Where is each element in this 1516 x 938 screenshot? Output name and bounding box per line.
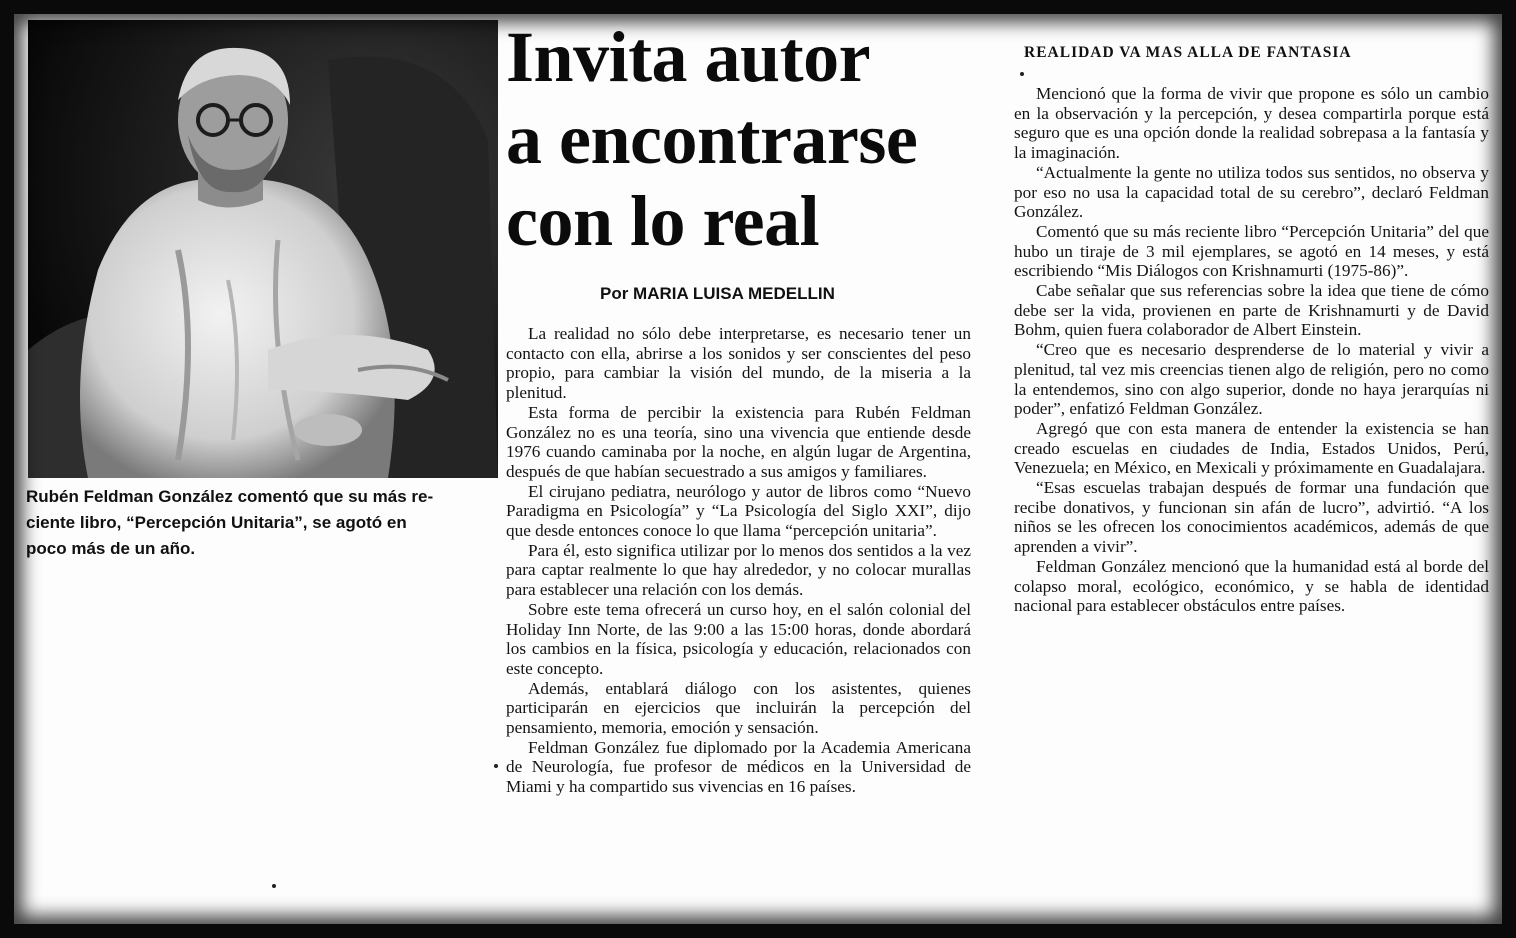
article-paragraph: Comentó que su más reciente libro “Percepción Unitaria” del que hubo un tiraje de 3 mil ejemplares, se agotó en 14 meses, y está escribiendo “Mis Diálogos con Krishnamurti (1975-86)”. xyxy=(1014,221,1489,281)
article-paragraph: Sobre este tema ofrecerá un curso hoy, en el salón colonial del Holiday Inn Norte, de las 9:00 a las 15:00 horas, donde abordará los cambios en la física, psicología y educación, relacionados con este concepto. xyxy=(506,599,971,678)
section-heading: REALIDAD VA MAS ALLA DE FANTASIA xyxy=(1024,44,1352,61)
article-paragraph: “Esas escuelas trabajan después de formar una fundación que recibe donativos, y funcionan sin afán de lucro”, advirtió. “A los niños se les ofrecen los conocimientos académicos, además de que aprenden a vivir”. xyxy=(1014,478,1489,557)
article-paragraph: La realidad no sólo debe interpretarse, es necesario tener un contacto con ella, abrirse a los sonidos y ser conscientes del peso propio, para cambiar la visión del mundo, de la miseria a la plenitud. xyxy=(506,324,971,403)
newspaper-clipping xyxy=(14,14,1502,924)
headline-line: a encontrarse xyxy=(506,99,918,179)
article-paragraph: Cabe señalar que sus referencias sobre la idea que tiene de cómo debe ser la vida, provienen en parte de Krishnamurti y de David Bohm, quien fuera colaborador de Albert Einstein. xyxy=(1014,281,1489,340)
article-paragraph: El cirujano pediatra, neurólogo y autor de libros como “Nuevo Paradigma en Psicología” y “La Psicología del Siglo XXI”, dijo que desde entonces conoce lo que llama “percepción unitaria”. xyxy=(506,481,971,541)
article-paragraph: “Actualmente la gente no utiliza todos sus sentidos, no observa y por eso no usa la capacidad total de su cerebro”, declaró Feldman González. xyxy=(1014,162,1489,222)
print-speck xyxy=(272,884,276,888)
headline-line: Invita autor xyxy=(506,17,871,97)
article-column-right xyxy=(1014,84,1489,616)
print-speck xyxy=(494,764,498,768)
article-paragraph: Feldman González fue diplomado por la Academia Americana de Neurología, fue profesor de médicos en la Universidad de Miami y ha compartido sus vivencias en 16 países. xyxy=(506,737,971,797)
caption-line: poco más de un año. xyxy=(26,539,196,558)
photo-caption xyxy=(26,484,496,562)
article-paragraph: Además, entablará diálogo con los asistentes, quienes participarán en ejercicios que incluirán la percepción del pensamiento, memoria, emoción y sensación. xyxy=(506,678,971,738)
author-photo xyxy=(28,20,498,478)
article-paragraph: Feldman González mencionó que la humanidad está al borde del colapso moral, ecológico, económico, y se habla de identidad nacional para establecer obstáculos entre países. xyxy=(1014,556,1489,616)
print-speck xyxy=(1020,72,1024,76)
byline: Por MARIA LUISA MEDELLIN xyxy=(600,284,835,303)
article-paragraph: Agregó que con esta manera de entender la existencia se han creado escuelas en ciudades de India, Estados Unidos, Perú, Venezuela; en México, en Mexicali y próximamente en Guadalajara. xyxy=(1014,418,1489,478)
headline-line: con lo real xyxy=(506,181,820,261)
headline xyxy=(506,16,1006,262)
article-column-middle xyxy=(506,324,971,797)
caption-line: ciente libro, “Percepción Unitaria”, se agotó en xyxy=(26,513,407,532)
portrait-photo-icon xyxy=(28,20,498,478)
article-paragraph: Para él, esto significa utilizar por lo menos dos sentidos a la vez para captar realmente lo que hay alrededor, y no colocar murallas para establecer una relación con los demás. xyxy=(506,540,971,600)
caption-line: Rubén Feldman González comentó que su más re- xyxy=(26,487,434,506)
article-paragraph: Mencionó que la forma de vivir que propone es sólo un cambio en la observación y la percepción, y desea compartirla porque está seguro que es una opción donde la realidad sobrepasa a la fantasía y la imaginación. xyxy=(1014,84,1489,163)
article-paragraph: Esta forma de percibir la existencia para Rubén Feldman González no es una teoría, sino una vivencia que entiende desde 1976 cuando caminaba por la noche, en algún lugar de Argentina, después de que habían secuestrado a sus amigos y familiares. xyxy=(506,402,971,481)
article-paragraph: “Creo que es necesario desprenderse de lo material y vivir a plenitud, tal vez mis creencias tienen algo de religión, pero no como la entendemos, sino con algo superior, donde no haya jerarquías ni poder”, enfatizó Feldman González. xyxy=(1014,340,1489,419)
